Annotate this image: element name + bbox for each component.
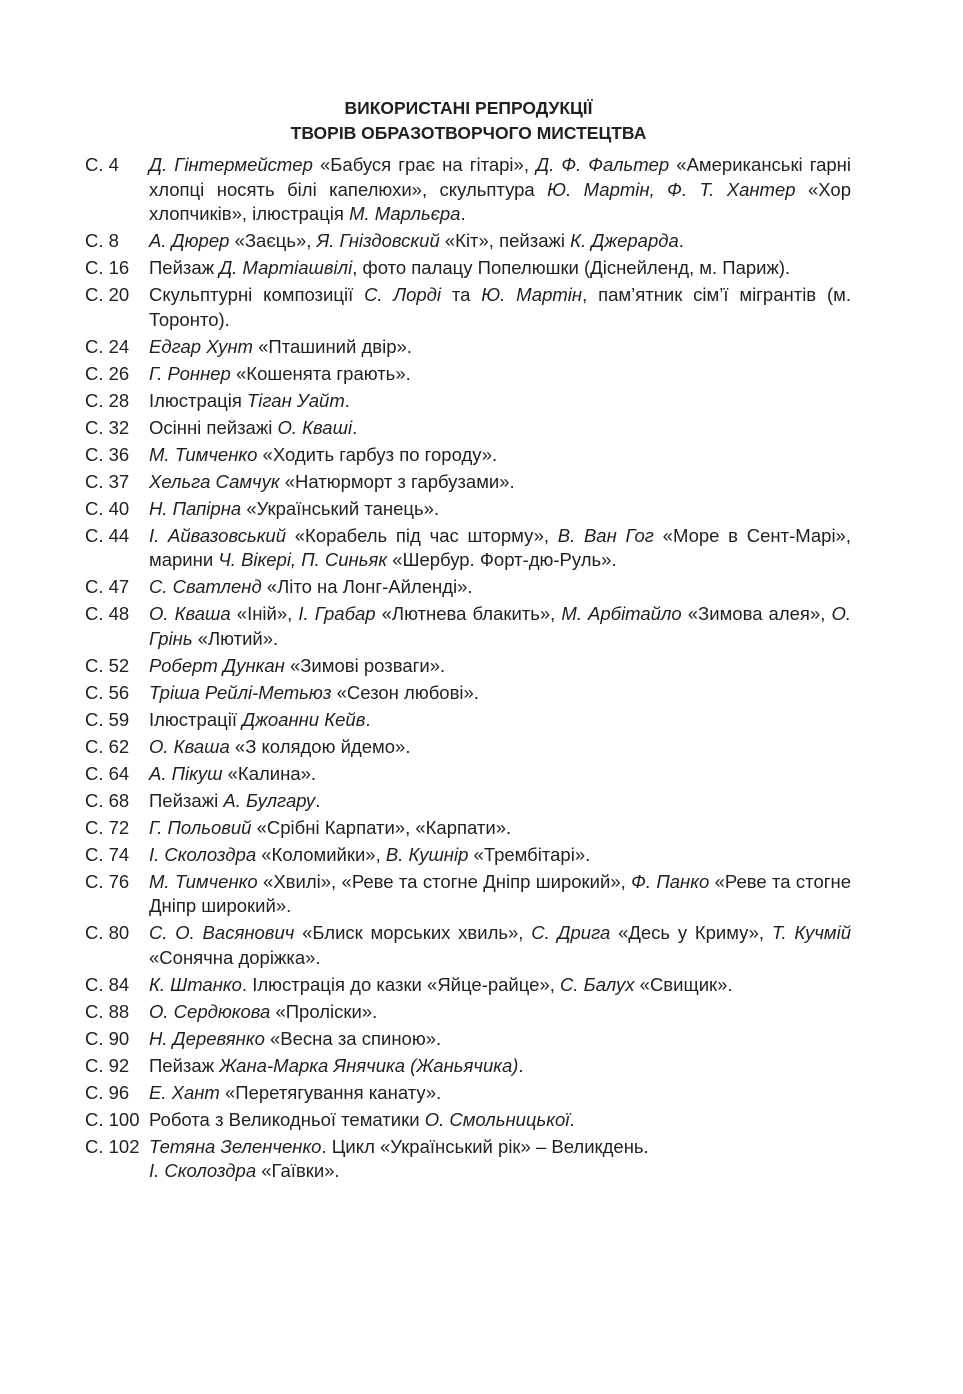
artist-name: О. Грінь — [149, 603, 851, 649]
artist-name: М. Марльєра — [349, 203, 461, 224]
entry-line — [149, 681, 851, 706]
entry-text-segment: «Море в Сент-Марі», марини — [149, 524, 851, 570]
artist-name: Ф. Панко — [631, 870, 710, 892]
entry-description — [149, 443, 851, 468]
entry-text-segment: «Хор хлопчиків», ілюстрація — [149, 178, 852, 224]
page-number: С. 56 — [85, 681, 130, 703]
artist-name: С. Сватленд — [149, 576, 262, 597]
entry-description — [149, 681, 851, 706]
page-number: С. 96 — [85, 1081, 130, 1103]
artist-name: Д. Гінтермейстер — [149, 154, 313, 175]
entry-text-segment: Осінні пейзажі — [149, 416, 278, 438]
entry-text-segment: та — [441, 284, 482, 305]
list-item — [85, 735, 851, 760]
artist-name: Ю. Мартін — [481, 284, 583, 305]
artist-name: Д. Ф. Фальтер — [536, 154, 670, 175]
page-number: С. 59 — [85, 708, 130, 730]
artist-name: А. Булгару — [223, 789, 316, 811]
entry-description — [149, 1081, 851, 1106]
entry-line — [149, 843, 851, 868]
artist-name: Г. Роннер — [149, 362, 231, 384]
entry-description — [149, 602, 851, 651]
entry-description — [149, 1108, 851, 1133]
artist-name: К. Джерарда — [570, 230, 679, 251]
entry-text-segment: «Лютнева блакить», — [375, 603, 562, 624]
entry-description — [149, 1027, 851, 1052]
list-item — [85, 921, 851, 970]
page-number: С. 26 — [85, 362, 130, 384]
entry-description — [149, 416, 851, 441]
entry-text-segment: «Натюрморт з гарбузами». — [279, 470, 515, 492]
entry-line — [149, 1159, 851, 1184]
artist-name: І. Грабар — [298, 603, 376, 624]
entry-line — [149, 335, 851, 360]
page-number: С. 52 — [85, 654, 130, 676]
entry-description — [149, 229, 851, 254]
entry-line — [149, 973, 851, 998]
entry-line — [149, 708, 851, 733]
entry-text-segment: . — [365, 708, 371, 730]
page-number: С. 84 — [85, 973, 130, 995]
entry-line — [149, 870, 851, 919]
list-item — [85, 973, 851, 998]
list-item — [85, 708, 851, 733]
entry-text-segment: Ілюстрація — [149, 389, 247, 411]
list-item — [85, 497, 851, 522]
artist-name: О. Кваші — [277, 416, 353, 438]
list-item — [85, 843, 851, 868]
entry-line — [149, 497, 851, 522]
list-item — [85, 335, 851, 360]
entry-text-segment: «Десь у Криму», — [610, 922, 772, 943]
entry-text-segment: «Трембітарі». — [468, 843, 591, 865]
artist-name: О. Сердюкова — [149, 1000, 271, 1022]
page-number: С. 88 — [85, 1000, 130, 1022]
entry-text-segment: «Літо на Лонг-Айленді». — [261, 576, 473, 597]
entry-description — [149, 362, 851, 387]
list-item — [85, 443, 851, 468]
entry-line — [149, 470, 851, 495]
entry-text-segment: . — [344, 389, 350, 411]
entry-line — [149, 921, 851, 970]
entry-text-segment: . — [460, 203, 466, 224]
page-number: С. 47 — [85, 576, 130, 597]
artist-name: Д. Мартіашвілі — [219, 257, 353, 278]
page-number: С. 20 — [85, 284, 130, 305]
list-item — [85, 602, 851, 651]
entry-line — [149, 735, 851, 760]
entry-text-segment: . — [315, 789, 321, 811]
artist-name: М. Арбітайло — [561, 603, 682, 624]
artist-name: А. Пікуш — [149, 762, 223, 784]
entry-text-segment: «Хвилі», «Реве та стогне Дніпр широкий», — [257, 870, 632, 892]
entry-text-segment: «Пташиний двір». — [252, 335, 412, 357]
page-number: С. 74 — [85, 843, 130, 865]
artist-name: Тіган Уайт — [246, 389, 345, 411]
artist-name: Джоанни Кейв — [242, 708, 366, 730]
artist-name: С. Лорді — [364, 284, 442, 305]
entry-line — [149, 416, 851, 441]
page-number: С. 28 — [85, 389, 130, 411]
page-number: С. 48 — [85, 603, 130, 624]
entry-line — [149, 1054, 851, 1079]
entry-line — [149, 654, 851, 679]
artist-name: С. О. Васянович — [149, 922, 295, 943]
entry-description — [149, 870, 851, 919]
entry-line — [149, 1135, 851, 1160]
entry-description — [149, 524, 851, 573]
list-item — [85, 1108, 851, 1133]
entry-text-segment: «Кіт», пейзажі — [439, 230, 571, 251]
entry-text-segment: Ілюстрації — [149, 708, 243, 730]
entry-description — [149, 816, 851, 841]
list-item — [85, 153, 851, 227]
entry-line — [149, 256, 851, 281]
list-item — [85, 229, 851, 254]
entry-text-segment: «Заєць», — [229, 230, 317, 251]
page-number: С. 32 — [85, 416, 130, 438]
artist-name: І. Сколоздра — [149, 843, 257, 865]
entry-description — [149, 789, 851, 814]
list-item — [85, 1000, 851, 1025]
artist-name: Ч. Вікері, П. Синьяк — [218, 549, 388, 570]
page-number: С. 62 — [85, 735, 130, 757]
entry-description — [149, 153, 851, 227]
artist-name: І. Сколоздра — [149, 1160, 257, 1181]
list-item — [85, 283, 851, 332]
entry-text-segment: «Сезон любові». — [331, 681, 479, 703]
page-number: С. 40 — [85, 497, 130, 519]
entry-description — [149, 708, 851, 733]
entry-text-segment: Пейзажі — [149, 789, 224, 811]
entry-line — [149, 362, 851, 387]
entry-text-segment: «Свищик». — [634, 973, 733, 995]
list-item — [85, 762, 851, 787]
entry-line — [149, 602, 851, 651]
artist-name: Н. Папірна — [149, 497, 242, 519]
entry-text-segment: , фото палацу Попелюшки (Діснейленд, м. Париж). — [352, 257, 791, 278]
entry-description — [149, 497, 851, 522]
entry-text-segment: «Сонячна доріжка». — [149, 946, 321, 968]
entry-line — [149, 1027, 851, 1052]
page-number: С. 36 — [85, 443, 130, 465]
list-item — [85, 1081, 851, 1106]
artist-name: А. Дюрер — [149, 230, 230, 251]
entry-text-segment: «Ходить гарбуз по городу». — [257, 443, 498, 465]
entry-text-segment: «Іній», — [230, 603, 299, 624]
entry-description — [149, 470, 851, 495]
page-number: С. 92 — [85, 1054, 130, 1076]
entry-text-segment: «Коломийки», — [256, 843, 386, 865]
entry-description — [149, 1000, 851, 1025]
entry-text-segment: «Реве та стогне Дніпр широкий». — [149, 870, 851, 916]
list-item — [85, 1027, 851, 1052]
artist-name: Н. Деревянко — [149, 1027, 265, 1049]
artist-name: О. Кваша — [149, 735, 230, 757]
page-number: С. 100 — [85, 1108, 140, 1130]
artist-name: Едгар Хунт — [149, 335, 253, 357]
artist-name: Роберт Дункан — [149, 654, 285, 676]
entry-text-segment: «Зимова алея», — [681, 603, 832, 624]
entry-text-segment: «Американські гарні хлопці носять білі капелюхи», скульптура — [149, 154, 851, 200]
page-number: С. 64 — [85, 762, 130, 784]
page-number: С. 90 — [85, 1027, 130, 1049]
page-number: С. 72 — [85, 816, 130, 838]
artist-name: О. Смольницької — [424, 1108, 570, 1130]
entry-line — [149, 283, 851, 332]
entry-text-segment: «Лютий». — [192, 627, 279, 649]
entry-text-segment: «Зимові розваги». — [284, 654, 446, 676]
artist-name: Ю. Мартін, Ф. Т. Хантер — [547, 178, 796, 200]
entry-description — [149, 843, 851, 868]
entry-text-segment: «Срібні Карпати», «Карпати». — [251, 816, 512, 838]
entry-line — [149, 1000, 851, 1025]
list-item — [85, 1135, 851, 1184]
entry-text-segment: «Весна за спиною». — [264, 1027, 442, 1049]
entry-line — [149, 1081, 851, 1106]
entry-line — [149, 229, 851, 254]
page-number: С. 102 — [85, 1135, 140, 1157]
artist-name: М. Тимченко — [149, 443, 258, 465]
artist-name: О. Кваша — [149, 603, 231, 624]
entry-description — [149, 921, 851, 970]
artist-name: І. Айвазовський — [149, 524, 287, 546]
artist-name: Жана-Марка Янячика (Жаньячика) — [219, 1054, 519, 1076]
page-title — [0, 96, 937, 146]
entry-text-segment: «Шербур. Форт-дю-Руль». — [387, 549, 617, 570]
entry-text-segment: . — [678, 230, 684, 251]
list-item — [85, 362, 851, 387]
page-number: С. 80 — [85, 922, 130, 943]
entry-description — [149, 389, 851, 414]
list-item — [85, 470, 851, 495]
artist-name: Тетяна Зеленченко — [149, 1135, 322, 1157]
page-title-line-2: ТВОРІВ ОБРАЗОТВОРЧОГО МИСТЕЦТВА — [290, 123, 647, 143]
page-number: С. 8 — [85, 230, 119, 251]
entry-line — [149, 153, 851, 227]
entry-text-segment: «Корабель під час шторму», — [286, 524, 558, 546]
page-number: С. 68 — [85, 789, 130, 811]
entry-description — [149, 735, 851, 760]
page-title-line-1: ВИКОРИСТАНІ РЕПРОДУКЦІЇ — [344, 98, 593, 118]
list-item — [85, 681, 851, 706]
entry-text-segment: Робота з Великодньої тематики — [149, 1108, 425, 1130]
artist-name: Тріша Рейлі-Метьюз — [149, 681, 332, 703]
entry-description — [149, 973, 851, 998]
artist-name: Я. Гніздовский — [316, 230, 440, 251]
entry-description — [149, 1135, 851, 1184]
page-number: С. 24 — [85, 335, 130, 357]
artist-name: В. Кушнір — [385, 843, 469, 865]
list-item — [85, 654, 851, 679]
page-number: С. 76 — [85, 870, 130, 892]
entry-text-segment: «Кошенята грають». — [230, 362, 411, 384]
entry-line — [149, 1108, 851, 1133]
entry-line — [149, 789, 851, 814]
page-number: С. 37 — [85, 470, 130, 492]
entry-text-segment: . — [569, 1108, 575, 1130]
entry-description — [149, 762, 851, 787]
entry-text-segment: , пам’ятник сім’ї мігрантів (м. Торонто). — [149, 284, 851, 330]
entry-text-segment: . — [352, 416, 358, 438]
entry-text-segment: «Бабуся грає на гітарі», — [312, 154, 537, 175]
list-item — [85, 1054, 851, 1079]
entry-text-segment: . Цикл «Український рік» – Великдень. — [321, 1135, 649, 1157]
entry-line — [149, 762, 851, 787]
entry-text-segment: «Український танець». — [241, 497, 440, 519]
list-item — [85, 256, 851, 281]
reproductions-list — [85, 153, 851, 1186]
list-item — [85, 575, 851, 600]
entry-line — [149, 524, 851, 573]
list-item — [85, 789, 851, 814]
entry-description — [149, 283, 851, 332]
page-number: С. 44 — [85, 524, 130, 546]
list-item — [85, 870, 851, 919]
entry-text-segment: Скульптурні композиції — [149, 284, 365, 305]
entry-text-segment: Пейзаж — [149, 1054, 220, 1076]
artist-name: В. Ван Гог — [557, 524, 654, 546]
artist-name: М. Тимченко — [149, 870, 258, 892]
entry-text-segment: Пейзаж — [149, 257, 220, 278]
artist-name: Хельга Самчук — [149, 470, 280, 492]
entry-text-segment: «Гаївки». — [256, 1160, 340, 1181]
entry-description — [149, 575, 851, 600]
entry-description — [149, 256, 851, 281]
entry-description — [149, 654, 851, 679]
artist-name: С. Дрига — [531, 922, 611, 943]
entry-text-segment: «Проліски». — [270, 1000, 378, 1022]
entry-line — [149, 443, 851, 468]
entry-text-segment: «З колядою йдемо». — [229, 735, 411, 757]
artist-name: Т. Кучмій — [771, 922, 851, 943]
entry-text-segment: «Калина». — [222, 762, 317, 784]
entry-line — [149, 575, 851, 600]
list-item — [85, 816, 851, 841]
entry-text-segment: . Ілюстрація до казки «Яйце-райце», — [241, 973, 561, 995]
list-item — [85, 416, 851, 441]
list-item — [85, 524, 851, 573]
artist-name: К. Штанко — [149, 973, 242, 995]
entry-description — [149, 335, 851, 360]
entry-line — [149, 389, 851, 414]
list-item — [85, 389, 851, 414]
artist-name: С. Балух — [560, 973, 635, 995]
artist-name: Г. Польовий — [149, 816, 252, 838]
artist-name: Е. Хант — [149, 1081, 220, 1103]
page-number: С. 16 — [85, 257, 130, 278]
entry-line — [149, 816, 851, 841]
entry-text-segment: «Блиск морських хвиль», — [294, 922, 532, 943]
entry-description — [149, 1054, 851, 1079]
entry-text-segment: . — [518, 1054, 524, 1076]
page-number: С. 4 — [85, 154, 119, 175]
entry-text-segment: «Перетягування канату». — [219, 1081, 442, 1103]
